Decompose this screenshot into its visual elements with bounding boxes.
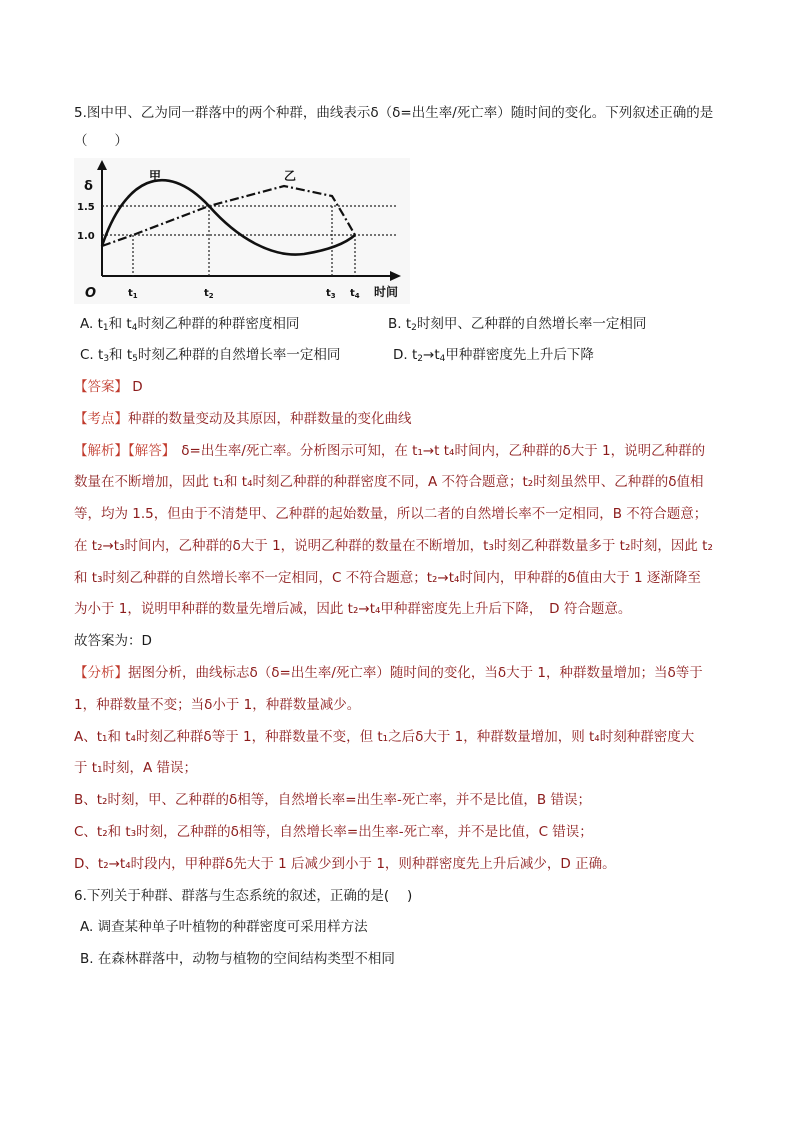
answer-value: D	[128, 379, 143, 395]
answer-tag: 【答案】	[74, 379, 128, 395]
x-tick-t1: $t_1$	[128, 288, 138, 300]
x-tick-t3: $t_3$	[326, 288, 336, 300]
fenxi-tag: 【分析】	[74, 665, 128, 681]
origin-label: O	[85, 286, 97, 301]
x-tick-t2: $t_2$	[204, 288, 214, 300]
jiexi-tag: 【解析】【解答】	[74, 443, 176, 459]
kaodian-tag: 【考点】	[74, 411, 128, 427]
q6-option-b: B. 在森林群落中，动物与植物的空间结构类型不相同	[80, 951, 395, 967]
x-tick-t4: $t_4$	[350, 288, 360, 300]
q5-jiexi-line-2: 数量在不断增加，因此 t₁和 t₄时刻乙种群的种群密度不同，A 不符合题意；t₂时刻虽然甲、乙种群的δ值相	[74, 474, 704, 490]
q5-kaodian	[74, 410, 412, 428]
q5-option-d: D. $t_2\to t_4$甲种群密度先上升后下降	[393, 347, 594, 364]
q5-answer	[74, 378, 143, 396]
q5-final-answer: 故答案为：D	[74, 633, 152, 649]
q5-jiexi-line-4: 在 t₂→t₃时间内，乙种群的δ大于 1，说明乙种群的数量在不断增加，t₃时刻乙种群数量多于 t₂时刻，因此 t₂	[74, 538, 713, 554]
q5-jiexi-line-1: 【解析】【解答】 δ=出生率/死亡率。分析图示可知，在 t₁→t t₄时间内，乙种群的δ大于 1，说明乙种群的	[74, 443, 706, 459]
q6-stem: 6.下列关于种群、群落与生态系统的叙述，正确的是( )	[74, 888, 413, 904]
kaodian-text: 种群的数量变动及其原因，种群数量的变化曲线	[128, 411, 412, 427]
q5-stem: 5.图中甲、乙为同一群落中的两个种群，曲线表示δ（δ=出生率/死亡率）随时间的变化。下列叙述正确的是	[74, 105, 714, 121]
q5-option-c: C. $t_3$和 $t_5$时刻乙种群的自然增长率一定相同	[80, 347, 341, 364]
q5-analysis-line-5: D、t₂→t₄时段内，甲种群δ先大于 1 后减少到小于 1，则种群密度先上升后减少，D 正确。	[74, 856, 616, 872]
q5-analysis-line-4: C、t₂和 t₃时刻，乙种群的δ相等，自然增长率=出生率-死亡率，并不是比值，C 错误；	[74, 824, 593, 840]
x-axis-label: 时间	[374, 285, 399, 299]
q5-analysis-line-2: 于 t₁时刻，A 错误；	[74, 760, 198, 776]
q5-fenxi-line-1: 【分析】据图分析，曲线标志δ（δ=出生率/死亡率）随时间的变化，当δ大于 1，种群数量增加；当δ等于	[74, 665, 703, 681]
population-delta-graph	[74, 158, 410, 304]
q5-analysis-line-1: A、t₁和 t₄时刻乙种群δ等于 1，种群数量不变，但 t₁之后δ大于 1，种群数量增加，则 t₄时刻种群密度大	[74, 729, 695, 745]
q5-option-b: B. $t_2$时刻甲、乙种群的自然增长率一定相同	[388, 316, 647, 333]
q6-option-a: A. 调查某种单子叶植物的种群密度可采用样方法	[80, 919, 368, 935]
q5-fenxi-line-2: 1，种群数量不变；当δ小于 1，种群数量减少。	[74, 697, 361, 713]
q5-paren: （ ）	[74, 133, 128, 149]
curve-yi-label: 乙	[284, 169, 297, 183]
q5-option-a: A. $t_1$和 $t_4$时刻乙种群的种群密度相同	[80, 316, 300, 333]
q5-jiexi-line-5: 和 t₃时刻乙种群的自然增长率不一定相同，C 不符合题意；t₂→t₄时间内，甲种群的δ值由大于 1 逐渐降至	[74, 570, 701, 586]
y-tick-1-5: 1.5	[77, 202, 95, 213]
curve-jia-label: 甲	[149, 169, 162, 183]
y-tick-1-0: 1.0	[77, 231, 95, 242]
y-axis-label: δ	[84, 179, 93, 194]
q5-analysis-line-3: B、t₂时刻，甲、乙种群的δ相等，自然增长率=出生率-死亡率，并不是比值，B 错误；	[74, 792, 591, 808]
graph-background	[74, 158, 410, 304]
q5-jiexi-line-6: 为小于 1，说明甲种群的数量先增后减，因此 t₂→t₄甲种群密度先上升后下降， D 符合题意。	[74, 601, 632, 617]
q5-jiexi-line-3: 等，均为 1.5，但由于不清楚甲、乙种群的起始数量，所以二者的自然增长率不一定相同，B 不符合题意；	[74, 506, 708, 522]
